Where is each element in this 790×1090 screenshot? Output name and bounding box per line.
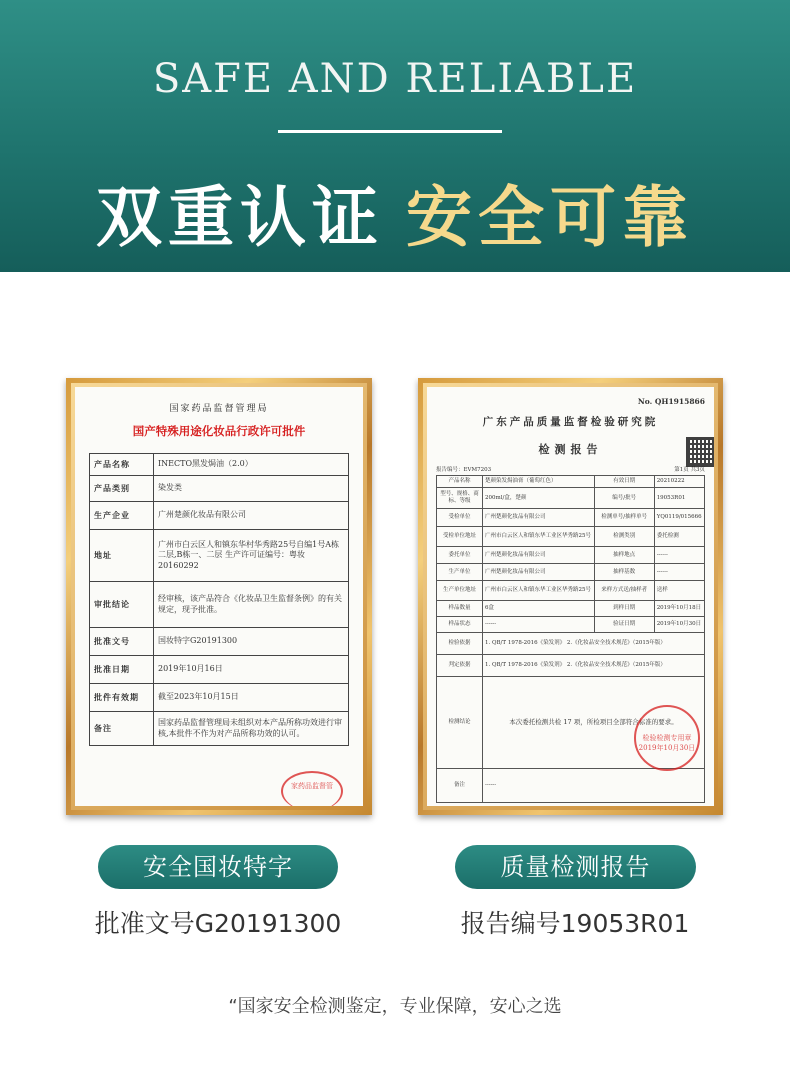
certificate-frame-report xyxy=(418,378,723,815)
header-title-en: SAFE AND RELIABLE xyxy=(152,56,638,102)
badge-cosmetic-license: 安全国妆特字 xyxy=(98,845,338,889)
table-row: 检验依据 1. QB/T 1978-2016《染发剂》 2.《化妆品安全技术规范》（2015年版） xyxy=(437,633,705,655)
approval-heading: 国产特殊用途化妆品行政许可批件 xyxy=(132,424,306,438)
official-seal: 家药品监督管 xyxy=(281,771,343,806)
certificate-frame-approval xyxy=(66,378,372,815)
inspection-seal xyxy=(634,705,700,771)
report-title: 检测报告 xyxy=(538,443,603,456)
table-row: 样品数量 6盒 到样日期 2019年10月18日 xyxy=(437,601,705,617)
table-row: 生产单位地址 广州市白云区人和镇东华工业区华秀路25号 来样方式送/抽样者 送样 xyxy=(437,581,705,601)
report-meta xyxy=(436,465,705,473)
table-row: 判定依据 1. QB/T 1978-2016《染发剂》 2.《化妆品安全技术规范》（2015年版） xyxy=(437,655,705,677)
table-row: 生产企业 广州楚颜化妆品有限公司 xyxy=(90,502,349,530)
table-row: 批准日期 2019年10月16日 xyxy=(90,656,349,684)
table-row: 批件有效期 截至2023年10月15日 xyxy=(90,684,349,712)
approval-issuer: 国家药品监督管理局 xyxy=(169,404,269,414)
approval-number-text: 批准文号G20191300 xyxy=(94,909,342,938)
table-row: 产品类别 染发类 xyxy=(90,476,349,502)
table-row: 受检单位 广州楚颜化妆品有限公司 检测单号/抽样单号 YQ0119/015666 xyxy=(437,509,705,527)
header-banner xyxy=(0,0,790,272)
report-institute: 广东产品质量监督检验研究院 xyxy=(482,416,659,428)
report-number-text: 报告编号19053R01 xyxy=(460,909,690,938)
table-row: 受检单位地址 广州市白云区人和镇东华工业区华秀路25号 检测类别 委托检测 xyxy=(437,527,705,547)
footer-tagline: “国家安全检测鉴定，专业保障，安心之选 xyxy=(228,996,562,1017)
table-row: 备注 ------ xyxy=(437,769,705,803)
header-title-cn-gold: 安全可靠 xyxy=(406,179,694,256)
approval-table xyxy=(89,453,349,746)
report-meta-left: 报告编号：EVM7203 xyxy=(436,467,492,473)
report-number: No. QH1915866 xyxy=(637,397,705,406)
report-document xyxy=(427,387,714,806)
qr-code-icon xyxy=(686,437,714,467)
table-row: 产品名称 INECTO黑发焗油（2.0） xyxy=(90,454,349,476)
header-divider xyxy=(278,130,502,133)
table-row: 批准文号 国妆特字G20191300 xyxy=(90,628,349,656)
table-row: 检测结论 本次委托检测共检 17 项，所检项目全部符合标准的要求。 xyxy=(437,677,705,769)
table-row: 审批结论 经审核，该产品符合《化妆品卫生监督条例》的有关规定，现予批准。 xyxy=(90,582,349,628)
badge-quality-report: 质量检测报告 xyxy=(455,845,696,889)
report-meta-right: 第1页 共3页 xyxy=(674,467,705,473)
table-row: 地址 广州市白云区人和镇东华村华秀路25号自编1号A栋二层,B栋一、二层 生产许可证编号：粤妆20160292 xyxy=(90,530,349,582)
table-row: 生产单位 广州楚颜化妆品有限公司 抽样基数 ------ xyxy=(437,564,705,581)
table-row: 型号、规格、商标、等级 200ml/盒，楚颜 编号/批号 19053R01 xyxy=(437,488,705,509)
table-row: 样品状态 ------ 验证日期 2019年10月30日 xyxy=(437,617,705,633)
table-row: 产品名称 楚颜染发焗油膏（葡萄红色） 有效日期 20210222 xyxy=(437,476,705,488)
seal-date: 2019年10月30日 xyxy=(638,744,696,752)
header-title-cn xyxy=(0,164,790,259)
table-row: 备注 国家药品监督管理局未组织对本产品所称功效进行审核,本批件不作为对产品所称功效的认可。 xyxy=(90,712,349,746)
seal-label: 检验检测专用章 xyxy=(642,734,692,742)
approval-document xyxy=(75,387,363,806)
header-title-cn-white: 双重认证 xyxy=(96,179,384,256)
table-row: 委托单位 广州楚颜化妆品有限公司 抽样地点 ------ xyxy=(437,547,705,564)
